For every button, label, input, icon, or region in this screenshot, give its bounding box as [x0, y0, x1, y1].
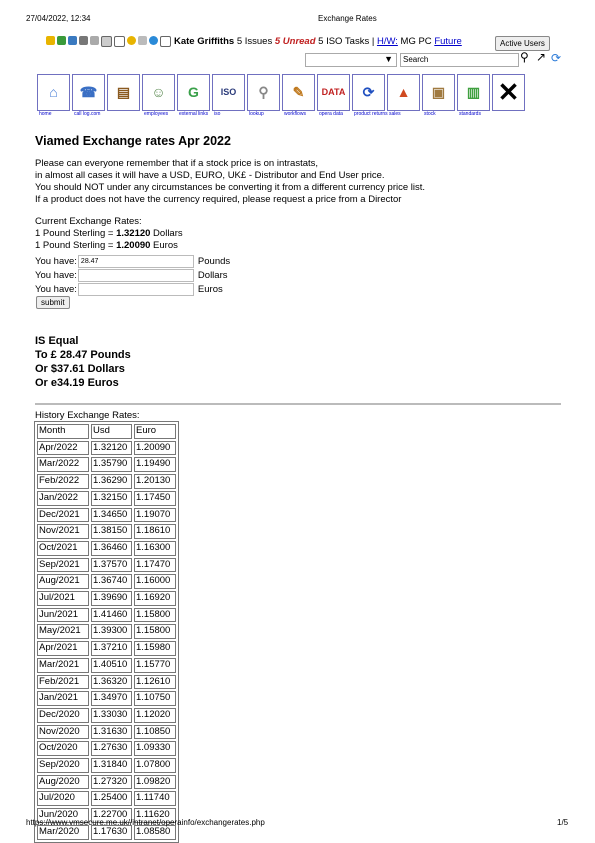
search-input[interactable]: Search — [400, 53, 519, 67]
nav-item[interactable] — [387, 74, 420, 117]
table-cell: 1.07800 — [134, 758, 176, 773]
rate-eur — [35, 240, 183, 252]
table-cell: 1.18610 — [134, 524, 176, 539]
table-cell: 1.10750 — [134, 691, 176, 706]
table-cell: Dec/2021 — [37, 508, 89, 523]
table-cell: Mar/2022 — [37, 457, 89, 472]
table-row — [37, 825, 176, 840]
chart-icon: ▲ — [396, 84, 411, 100]
table-cell: Mar/2020 — [37, 825, 89, 840]
table-cell: Jul/2021 — [37, 591, 89, 606]
current-rates — [35, 216, 183, 252]
nav-item-label: workflows — [284, 111, 306, 117]
table-cell: 1.15800 — [134, 624, 176, 639]
result-line: Or e34.19 Euros — [35, 377, 119, 389]
table-row — [37, 608, 176, 623]
table-row — [37, 741, 176, 756]
table-cell: Jun/2021 — [37, 608, 89, 623]
nav-item[interactable] — [457, 74, 490, 117]
submit-button[interactable]: submit — [36, 296, 70, 309]
table-row — [37, 775, 176, 790]
table-cell: 1.17630 — [91, 825, 132, 840]
pounds-input[interactable]: 28.47 — [78, 255, 194, 268]
table-row — [37, 558, 176, 573]
table-row — [37, 675, 176, 690]
page-number: 1/5 — [557, 818, 569, 827]
rate-eur-suffix: Euros — [150, 240, 178, 251]
result-line: IS Equal — [35, 335, 79, 347]
table-cell: 1.19070 — [134, 508, 176, 523]
nav-item[interactable] — [107, 74, 140, 111]
table-cell: Jun/2020 — [37, 808, 89, 823]
current-rates-label: Current Exchange Rates: — [35, 216, 142, 227]
separator: | — [371, 36, 375, 47]
gear-icon[interactable] — [79, 36, 88, 45]
book-icon: ▥ — [466, 83, 481, 100]
refresh-icon[interactable]: ⟳ — [551, 51, 562, 65]
notice-text — [35, 158, 425, 206]
table-cell: 1.09820 — [134, 775, 176, 790]
nav-item[interactable] — [247, 74, 280, 117]
table-cell: 1.27320 — [91, 775, 132, 790]
nav-item-label: home — [39, 111, 52, 117]
chevron-down-icon: ▼ — [384, 54, 393, 64]
mail-icon[interactable] — [101, 36, 112, 47]
google-icon: G — [188, 84, 199, 100]
table-cell: 1.11620 — [134, 808, 176, 823]
nav-item[interactable] — [492, 74, 525, 111]
table-cell: Feb/2021 — [37, 675, 89, 690]
table-cell: Nov/2020 — [37, 725, 89, 740]
table-cell: 1.31630 — [91, 725, 132, 740]
rate-usd-suffix: Dollars — [150, 228, 183, 239]
home-icon: ⌂ — [49, 84, 58, 100]
table-cell: 1.16920 — [134, 591, 176, 606]
table-row — [37, 441, 176, 456]
table-header-row — [37, 424, 176, 439]
document-icon[interactable] — [114, 36, 125, 47]
table-cell: May/2021 — [37, 624, 89, 639]
rate-eur-value: 1.20090 — [116, 240, 151, 251]
table-cell: 1.36320 — [91, 675, 132, 690]
table-cell: 1.34970 — [91, 691, 132, 706]
rate-usd-value: 1.32120 — [116, 228, 151, 239]
table-cell: Feb/2022 — [37, 474, 89, 489]
nav-item-label: standards — [459, 111, 481, 117]
nav-item[interactable] — [142, 74, 175, 117]
till-icon: ▤ — [116, 83, 131, 100]
table-cell: Sep/2020 — [37, 758, 89, 773]
column-header: Month — [37, 424, 89, 439]
nav-item[interactable] — [422, 74, 455, 117]
column-header: Usd — [91, 424, 132, 439]
settings-icon[interactable] — [57, 36, 66, 45]
table-cell: Oct/2021 — [37, 541, 89, 556]
nav-item[interactable] — [177, 74, 210, 117]
iso-tasks-count[interactable]: 5 ISO Tasks — [318, 36, 370, 47]
issues-count[interactable]: 5 Issues — [236, 36, 273, 47]
table-cell: 1.10850 — [134, 725, 176, 740]
notice-line: Please can everyone remember that if a stock price is on intrastats, — [35, 158, 319, 169]
department-select[interactable] — [305, 53, 397, 67]
print-title: Exchange Rates — [318, 14, 377, 23]
nav-item-label: call log.com — [74, 111, 101, 117]
hw-value: MG PC — [400, 36, 432, 47]
table-cell: Apr/2021 — [37, 641, 89, 656]
table-cell: Jan/2022 — [37, 491, 89, 506]
table-cell: Dec/2020 — [37, 708, 89, 723]
table-cell: 1.17450 — [134, 491, 176, 506]
result-line: To £ 28.47 Pounds — [35, 349, 131, 361]
nav-item-label: product returns — [354, 111, 388, 117]
star-icon[interactable] — [46, 36, 55, 45]
nav-item-label: lookup — [249, 111, 264, 117]
table-cell: Jul/2020 — [37, 791, 89, 806]
notice-line: If a product does not have the currency required, please request a price from a Director — [35, 194, 402, 205]
table-cell: 1.15770 — [134, 658, 176, 673]
table-row — [37, 791, 176, 806]
euros-unit: Euros — [197, 284, 223, 295]
table-cell: 1.36460 — [91, 541, 132, 556]
you-have-label: You have: — [35, 270, 77, 281]
hw-link[interactable]: H/W: — [376, 36, 398, 47]
table-cell: 1.25400 — [91, 791, 132, 806]
user-name: Kate Griffiths — [174, 36, 235, 47]
table-cell: 1.20090 — [134, 441, 176, 456]
smiley-icon[interactable] — [127, 36, 136, 45]
you-have-label: You have: — [35, 256, 77, 267]
opera-data-icon: DATA — [321, 87, 346, 97]
search-icon[interactable]: ⚲ — [520, 50, 529, 64]
table-row — [37, 691, 176, 706]
table-cell: 1.15980 — [134, 641, 176, 656]
nav-item-label: sales — [389, 111, 401, 117]
table-cell: 1.09330 — [134, 741, 176, 756]
table-cell: 1.16300 — [134, 541, 176, 556]
table-cell: 1.41460 — [91, 608, 132, 623]
table-cell: 1.40510 — [91, 658, 132, 673]
table-row — [37, 541, 176, 556]
nav-item[interactable] — [282, 74, 315, 117]
active-users-button[interactable]: Active Users — [495, 36, 550, 51]
magnifier-icon: ⚲ — [258, 83, 269, 100]
table-cell: 1.11740 — [134, 791, 176, 806]
table-cell: Nov/2021 — [37, 524, 89, 539]
nav-item[interactable] — [212, 74, 245, 117]
print-datetime: 27/04/2022, 12:34 — [26, 14, 91, 23]
you-have-label: You have: — [35, 284, 77, 295]
tool-icon[interactable] — [138, 36, 147, 45]
iso-icon: ISO — [220, 87, 237, 97]
table-cell: 1.38150 — [91, 524, 132, 539]
table-row — [37, 591, 176, 606]
table-row — [37, 708, 176, 723]
phone-icon: ☎ — [79, 83, 98, 100]
table-cell: 1.08580 — [134, 825, 176, 840]
table-row — [37, 524, 176, 539]
column-header: Euro — [134, 424, 176, 439]
table-cell: 1.22700 — [91, 808, 132, 823]
unread-count[interactable]: 5 Unread — [274, 36, 316, 47]
pencil-icon: ✎ — [292, 83, 305, 100]
nav-item[interactable] — [72, 74, 105, 117]
table-cell: 1.34650 — [91, 508, 132, 523]
table-row — [37, 491, 176, 506]
table-cell: Mar/2021 — [37, 658, 89, 673]
notice-line: in almost all cases it will have a USD, EURO, UK£ - Distributor and End User price. — [35, 170, 385, 181]
dollars-unit: Dollars — [197, 270, 228, 281]
nav-item-label: external links — [179, 111, 209, 117]
nav-bar — [37, 74, 527, 117]
table-cell: 1.36740 — [91, 574, 132, 589]
euros-input[interactable] — [78, 283, 194, 296]
nav-item-label: employees — [144, 111, 169, 117]
table-cell: 1.32120 — [91, 441, 132, 456]
rate-usd-prefix: 1 Pound Sterling = — [35, 228, 117, 239]
nav-item-label: stock — [424, 111, 436, 117]
table-cell: Aug/2021 — [37, 574, 89, 589]
table-cell: 1.32150 — [91, 491, 132, 506]
future-link[interactable]: Future — [434, 36, 462, 47]
send-icon[interactable] — [68, 36, 77, 45]
table-row — [37, 658, 176, 673]
table-cell: 1.39690 — [91, 591, 132, 606]
table-cell: 1.33030 — [91, 708, 132, 723]
page-title: Viamed Exchange rates Apr 2022 — [35, 134, 231, 148]
table-cell: Jan/2021 — [37, 691, 89, 706]
table-row — [37, 457, 176, 472]
table-cell: 1.27630 — [91, 741, 132, 756]
table-row — [37, 508, 176, 523]
table-row — [37, 624, 176, 639]
refresh-icon: ⟳ — [362, 83, 375, 100]
divider — [35, 403, 561, 405]
nav-item[interactable] — [352, 74, 388, 117]
table-row — [37, 725, 176, 740]
dollars-input[interactable] — [78, 269, 194, 282]
table-cell: 1.12020 — [134, 708, 176, 723]
rate-usd — [35, 228, 183, 240]
pounds-unit: Pounds — [197, 256, 231, 267]
conversion-result — [35, 334, 131, 390]
nav-item-label: opera data — [319, 111, 343, 117]
clock-icon[interactable] — [90, 36, 99, 45]
table-cell: Sep/2021 — [37, 558, 89, 573]
table-row — [37, 758, 176, 773]
notice-line: You should NOT under any circumstances be converting it from a different currency price list. — [35, 182, 426, 193]
table-cell: 1.15800 — [134, 608, 176, 623]
history-label: History Exchange Rates: — [35, 410, 140, 421]
table-cell: 1.17470 — [134, 558, 176, 573]
status-icons — [46, 36, 171, 47]
table-row — [37, 474, 176, 489]
history-table — [34, 421, 179, 843]
table-cell: 1.19490 — [134, 457, 176, 472]
rate-eur-prefix: 1 Pound Sterling = — [35, 240, 117, 251]
euros-row — [35, 283, 223, 296]
table-row — [37, 641, 176, 656]
status-bar — [46, 36, 462, 47]
footer-url: https://www.vmsecure.me.uk//intranet/operainfo/exchangerates.php — [26, 818, 265, 827]
people-icon: ☺ — [151, 84, 166, 100]
table-cell: 1.20130 — [134, 474, 176, 489]
table-cell: 1.36290 — [91, 474, 132, 489]
user-card-icon[interactable] — [160, 36, 171, 47]
table-cell: Apr/2022 — [37, 441, 89, 456]
external-link-icon[interactable]: ↗ — [536, 50, 547, 64]
close-x-icon: ✕ — [497, 76, 520, 107]
table-cell: 1.35790 — [91, 457, 132, 472]
table-cell: Oct/2020 — [37, 741, 89, 756]
table-row — [37, 574, 176, 589]
table-cell: 1.31840 — [91, 758, 132, 773]
nav-item-label: iso — [214, 111, 221, 117]
globe-icon[interactable] — [149, 36, 158, 45]
table-cell: Aug/2020 — [37, 775, 89, 790]
result-line: Or $37.61 Dollars — [35, 363, 125, 375]
table-cell: 1.16000 — [134, 574, 176, 589]
nav-item[interactable] — [37, 74, 70, 117]
table-cell: 1.37570 — [91, 558, 132, 573]
box-icon: ▣ — [431, 83, 446, 100]
table-cell: 1.12610 — [134, 675, 176, 690]
nav-item[interactable] — [317, 74, 350, 117]
table-cell: 1.39300 — [91, 624, 132, 639]
dollars-row — [35, 269, 227, 282]
pounds-row — [35, 255, 230, 268]
table-cell: 1.37210 — [91, 641, 132, 656]
